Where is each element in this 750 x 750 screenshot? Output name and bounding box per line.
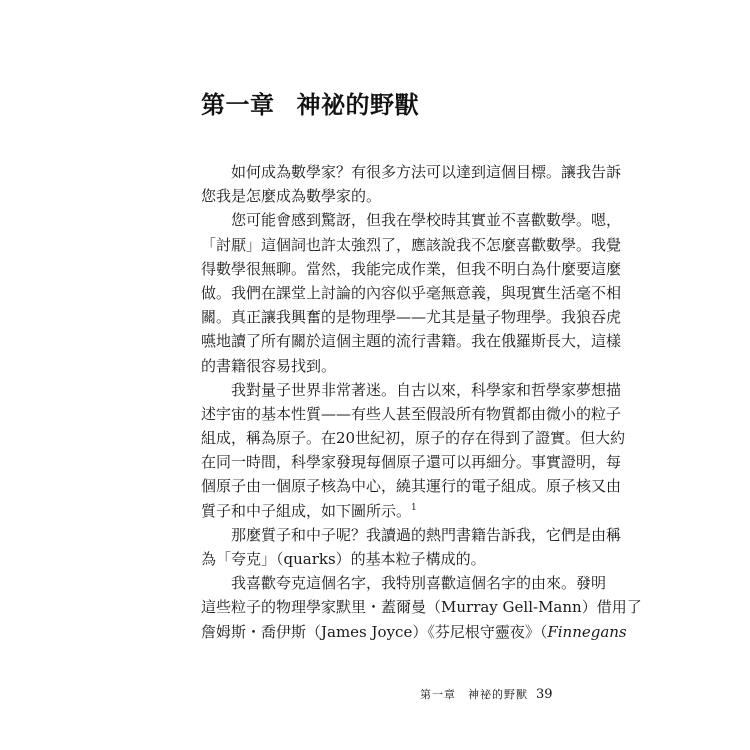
body-text — [201, 160, 642, 644]
text-line: 做。我們在課堂上討論的內容似乎毫無意義，與現實生活毫不相 — [201, 283, 622, 302]
text-line: 我喜歡夸克這個名字，我特別喜歡這個名字的由來。發明 — [231, 574, 607, 593]
text-line: 為「夸克」（quarks）的基本粒子構成的。 — [201, 550, 486, 568]
text-line-content: 詹姆斯・喬伊斯（James Joyce）《芬尼根守靈夜》（ — [201, 622, 548, 641]
text-line-content: 質子和中子組成，如下圖所示。 — [201, 501, 412, 520]
footnote-ref[interactable]: 1 — [411, 502, 417, 513]
text-line: 那麼質子和中子呢？我讀過的熱門書籍告訴我，它們是由稱 — [231, 525, 622, 544]
text-line: 述宇宙的基本性質——有些人甚至假設所有物質都由微小的粒子 — [201, 404, 622, 423]
text-line: 關。真正讓我興奮的是物理學——尤其是量子物理學。我狼吞虎 — [201, 308, 622, 327]
text-line: 您我是怎麼成為數學家的。 — [201, 187, 382, 206]
text-line: 「討厭」這個詞也許太強烈了，應該說我不怎麼喜歡數學。我覺 — [201, 235, 622, 254]
text-line: 個原子由一個原子核為中心，繞其運行的電子組成。原子核又由 — [201, 477, 622, 496]
text-line: 組成，稱為原子。在20世紀初，原子的存在得到了證實。但大約 — [201, 429, 626, 448]
text-line: 我對量子世界非常著迷。自古以來，科學家和哲學家夢想描 — [231, 380, 622, 399]
text-line: 的書籍很容易找到。 — [201, 356, 337, 375]
running-title: 第一章 神祕的野獸 — [420, 688, 528, 701]
text-line — [201, 499, 556, 523]
italic-title: Finnegans — [547, 622, 627, 641]
chapter-number: 第一章 — [201, 91, 275, 119]
text-line — [201, 620, 627, 644]
text-line: 您可能會感到驚訝，但我在學校時其實並不喜歡數學。嗯， — [231, 211, 622, 230]
text-line: 嚥地讀了所有關於這個主題的流行書籍。我在俄羅斯長大，這樣 — [201, 332, 622, 351]
chapter-name: 神祕的野獸 — [296, 91, 419, 119]
text-line: 在同一時間，科學家發現每個原子還可以再細分。事實證明，每 — [201, 453, 622, 472]
running-footer — [420, 686, 553, 702]
text-line: 這些粒子的物理學家默里・蓋爾曼（Murray Gell-Mann）借用了 — [201, 598, 642, 617]
page-number: 39 — [536, 687, 553, 702]
text-line: 得數學很無聊。當然，我能完成作業，但我不明白為什麼要這麼 — [201, 259, 622, 278]
chapter-title — [201, 88, 419, 122]
text-line: 如何成為數學家？有很多方法可以達到這個目標。讓我告訴 — [231, 163, 622, 181]
